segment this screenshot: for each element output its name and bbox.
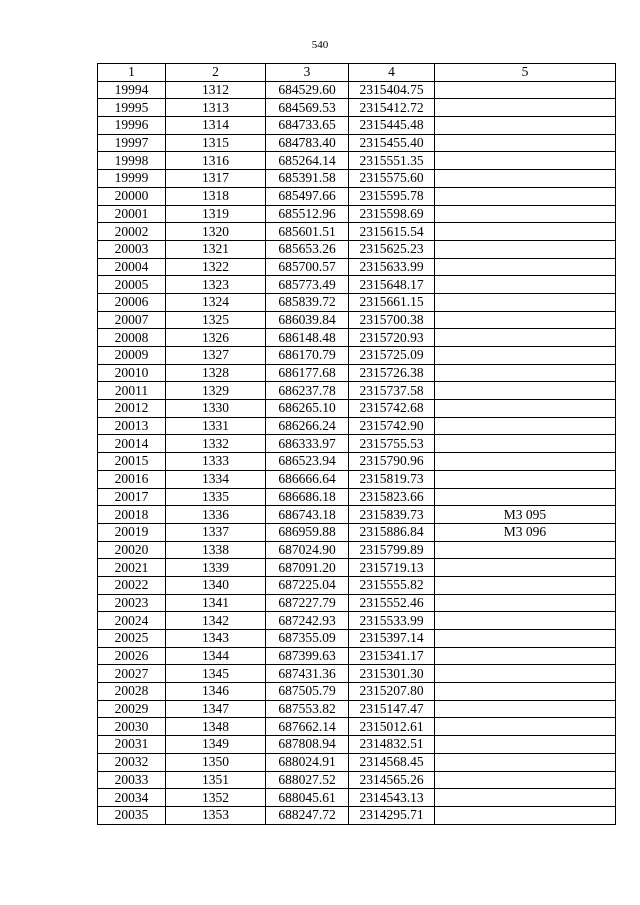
table-row (98, 205, 616, 223)
table-cell (435, 683, 616, 701)
table-row (98, 789, 616, 807)
table-cell: 687091.20 (266, 559, 349, 577)
table-row (98, 117, 616, 135)
table-cell (435, 276, 616, 294)
table-cell: 2315595.78 (349, 187, 435, 205)
table-cell: 1316 (166, 152, 266, 170)
table-cell (435, 311, 616, 329)
table-cell: 20028 (98, 683, 166, 701)
table-cell: 687505.79 (266, 683, 349, 701)
table-cell: 686177.68 (266, 364, 349, 382)
table-row (98, 293, 616, 311)
column-header: 3 (266, 64, 349, 82)
table-cell: 1350 (166, 753, 266, 771)
table-row (98, 152, 616, 170)
table-row (98, 81, 616, 99)
table-cell: 684529.60 (266, 81, 349, 99)
table-cell: 685391.58 (266, 170, 349, 188)
table-cell: 1335 (166, 488, 266, 506)
table-cell: 2315737.58 (349, 382, 435, 400)
table-cell (435, 736, 616, 754)
table-cell: 686039.84 (266, 311, 349, 329)
table-cell (435, 329, 616, 347)
table-cell: 20006 (98, 293, 166, 311)
table-cell: 2315341.17 (349, 647, 435, 665)
table-cell (435, 152, 616, 170)
table-row (98, 700, 616, 718)
table-cell: 1352 (166, 789, 266, 807)
table-cell: 2315720.93 (349, 329, 435, 347)
table-cell: 20031 (98, 736, 166, 754)
table-cell (435, 81, 616, 99)
table-cell: 20016 (98, 470, 166, 488)
table-cell: 20003 (98, 240, 166, 258)
table-cell: 20017 (98, 488, 166, 506)
table-cell: 20034 (98, 789, 166, 807)
table-row (98, 541, 616, 559)
table-cell: 2314832.51 (349, 736, 435, 754)
table-cell (435, 753, 616, 771)
table-cell: 19994 (98, 81, 166, 99)
table-cell: 687355.09 (266, 630, 349, 648)
table-cell: 1324 (166, 293, 266, 311)
table-cell: 20025 (98, 630, 166, 648)
table-cell: 20014 (98, 435, 166, 453)
table-cell (435, 205, 616, 223)
table-cell: М3 095 (435, 506, 616, 524)
table-cell: 2315742.68 (349, 400, 435, 418)
table-row (98, 223, 616, 241)
table-cell: 2315147.47 (349, 700, 435, 718)
table-cell (435, 364, 616, 382)
table-cell: 20000 (98, 187, 166, 205)
table-cell: 19995 (98, 99, 166, 117)
table-row (98, 187, 616, 205)
table-cell: 20001 (98, 205, 166, 223)
table-cell: 1333 (166, 453, 266, 471)
table-cell: 1327 (166, 347, 266, 365)
table-cell: 20035 (98, 806, 166, 824)
table-cell: 685653.26 (266, 240, 349, 258)
table-row (98, 612, 616, 630)
table-row (98, 329, 616, 347)
table-cell (435, 382, 616, 400)
table-cell (435, 347, 616, 365)
table-row (98, 276, 616, 294)
table-cell: 687431.36 (266, 665, 349, 683)
column-header: 2 (166, 64, 266, 82)
table-cell: 685601.51 (266, 223, 349, 241)
table-cell: 2315301.30 (349, 665, 435, 683)
table-row (98, 170, 616, 188)
table-cell: 19996 (98, 117, 166, 135)
table-cell: 1345 (166, 665, 266, 683)
table-cell: 1336 (166, 506, 266, 524)
table-cell: 2315633.99 (349, 258, 435, 276)
table-cell (435, 630, 616, 648)
table-row (98, 736, 616, 754)
table-cell: 1328 (166, 364, 266, 382)
table-row (98, 240, 616, 258)
table-cell: 20033 (98, 771, 166, 789)
table-cell: 2315839.73 (349, 506, 435, 524)
table-cell: 20029 (98, 700, 166, 718)
table-cell: 1319 (166, 205, 266, 223)
table-cell: 685839.72 (266, 293, 349, 311)
table-cell: 687808.94 (266, 736, 349, 754)
table-row (98, 559, 616, 577)
table-cell: 2315533.99 (349, 612, 435, 630)
table-cell: 20010 (98, 364, 166, 382)
table-cell: 687225.04 (266, 576, 349, 594)
table-cell: 2315207.80 (349, 683, 435, 701)
table-cell (435, 99, 616, 117)
table-cell (435, 700, 616, 718)
table-cell: 1342 (166, 612, 266, 630)
table-cell (435, 258, 616, 276)
column-header: 5 (435, 64, 616, 82)
table-cell: 2315755.53 (349, 435, 435, 453)
table-cell: 19998 (98, 152, 166, 170)
table-cell (435, 453, 616, 471)
table-cell (435, 665, 616, 683)
table-cell: 1341 (166, 594, 266, 612)
table-cell (435, 417, 616, 435)
table-cell: 2315455.40 (349, 134, 435, 152)
column-header: 1 (98, 64, 166, 82)
table-cell: 688024.91 (266, 753, 349, 771)
table-cell (435, 400, 616, 418)
table-row (98, 382, 616, 400)
table-cell: 686265.10 (266, 400, 349, 418)
table-row (98, 576, 616, 594)
table-cell: 1317 (166, 170, 266, 188)
table-cell (435, 789, 616, 807)
table-cell: 2315700.38 (349, 311, 435, 329)
table-cell: 686686.18 (266, 488, 349, 506)
table-row (98, 258, 616, 276)
table-cell: 2315012.61 (349, 718, 435, 736)
table-cell: 1330 (166, 400, 266, 418)
table-cell: 686266.24 (266, 417, 349, 435)
table-cell: 1325 (166, 311, 266, 329)
table-cell: 685497.66 (266, 187, 349, 205)
table-cell (435, 771, 616, 789)
table-cell: 1339 (166, 559, 266, 577)
table-cell: 1340 (166, 576, 266, 594)
table-row (98, 771, 616, 789)
table-cell: 688247.72 (266, 806, 349, 824)
table-cell: 20023 (98, 594, 166, 612)
table-cell (435, 293, 616, 311)
table-header-row (98, 64, 616, 82)
table-row (98, 453, 616, 471)
coordinates-table (97, 63, 616, 825)
table-cell: 1312 (166, 81, 266, 99)
table-cell: 686148.48 (266, 329, 349, 347)
table-cell: 1320 (166, 223, 266, 241)
table-cell (435, 187, 616, 205)
table-cell: 20024 (98, 612, 166, 630)
table-cell: 2315615.54 (349, 223, 435, 241)
table-cell: 686170.79 (266, 347, 349, 365)
table-cell: 2315648.17 (349, 276, 435, 294)
table-cell: 1346 (166, 683, 266, 701)
table-row (98, 488, 616, 506)
table-cell: 1323 (166, 276, 266, 294)
table-cell: 684569.53 (266, 99, 349, 117)
table-cell: 19997 (98, 134, 166, 152)
table-cell: 20008 (98, 329, 166, 347)
table-cell: 20012 (98, 400, 166, 418)
table-cell (435, 612, 616, 630)
table-cell: 2315823.66 (349, 488, 435, 506)
table-row (98, 311, 616, 329)
table-cell (435, 117, 616, 135)
table-cell: 2315551.35 (349, 152, 435, 170)
table-cell (435, 647, 616, 665)
page-number: 540 (311, 39, 329, 51)
table-cell: 20018 (98, 506, 166, 524)
table-cell: 687399.63 (266, 647, 349, 665)
table-cell (435, 806, 616, 824)
table-cell: 1351 (166, 771, 266, 789)
table-cell (435, 170, 616, 188)
table-cell: 685773.49 (266, 276, 349, 294)
table-body (98, 81, 616, 824)
table-cell: 1322 (166, 258, 266, 276)
table-row (98, 806, 616, 824)
table-cell: 1334 (166, 470, 266, 488)
table-cell: 2315726.38 (349, 364, 435, 382)
table-cell: 20015 (98, 453, 166, 471)
table-cell: 1321 (166, 240, 266, 258)
table-cell: 687553.82 (266, 700, 349, 718)
table-cell: 20009 (98, 347, 166, 365)
table-cell: 2315819.73 (349, 470, 435, 488)
table-cell: 2314543.13 (349, 789, 435, 807)
table-cell: 2315575.60 (349, 170, 435, 188)
table-cell: 1343 (166, 630, 266, 648)
table-cell: 20026 (98, 647, 166, 665)
table-cell: 2315790.96 (349, 453, 435, 471)
table-cell: 2314565.26 (349, 771, 435, 789)
table-cell: 1318 (166, 187, 266, 205)
table-cell: 2314295.71 (349, 806, 435, 824)
table-cell (435, 559, 616, 577)
table-cell: 686523.94 (266, 453, 349, 471)
table-cell: 684783.40 (266, 134, 349, 152)
table-cell: 1353 (166, 806, 266, 824)
table-row (98, 523, 616, 541)
table-row (98, 364, 616, 382)
table-cell: 20004 (98, 258, 166, 276)
table-cell: 20020 (98, 541, 166, 559)
table-cell: 19999 (98, 170, 166, 188)
table-row (98, 400, 616, 418)
table-cell: 686333.97 (266, 435, 349, 453)
table-cell: 1332 (166, 435, 266, 453)
table-cell: 20022 (98, 576, 166, 594)
table-cell: 20032 (98, 753, 166, 771)
table-cell: 2315719.13 (349, 559, 435, 577)
table-row (98, 594, 616, 612)
table-cell: 2315625.23 (349, 240, 435, 258)
table-cell (435, 134, 616, 152)
table-cell: 2315886.84 (349, 523, 435, 541)
table-cell: 687242.93 (266, 612, 349, 630)
table-cell: 20027 (98, 665, 166, 683)
table-cell: 1349 (166, 736, 266, 754)
table-row (98, 647, 616, 665)
table-cell (435, 240, 616, 258)
table-cell: 686959.88 (266, 523, 349, 541)
table-cell: 688045.61 (266, 789, 349, 807)
table-cell: 1329 (166, 382, 266, 400)
table-cell: 687227.79 (266, 594, 349, 612)
table-cell: 20013 (98, 417, 166, 435)
table-cell: 1315 (166, 134, 266, 152)
table-cell (435, 718, 616, 736)
table-cell: 2315725.09 (349, 347, 435, 365)
table-row (98, 753, 616, 771)
table-row (98, 347, 616, 365)
table-cell: 685512.96 (266, 205, 349, 223)
table-cell (435, 541, 616, 559)
table-cell: 2315445.48 (349, 117, 435, 135)
table-cell: 1338 (166, 541, 266, 559)
table-cell: 686237.78 (266, 382, 349, 400)
table-cell: 20005 (98, 276, 166, 294)
table-cell: 2315598.69 (349, 205, 435, 223)
table-cell: 20019 (98, 523, 166, 541)
table-row (98, 665, 616, 683)
table-row (98, 470, 616, 488)
table-cell: 2315742.90 (349, 417, 435, 435)
table-cell: 20011 (98, 382, 166, 400)
table-cell: 2315552.46 (349, 594, 435, 612)
table-cell (435, 435, 616, 453)
table-row (98, 683, 616, 701)
table-cell (435, 470, 616, 488)
table-row (98, 435, 616, 453)
table-cell: 1344 (166, 647, 266, 665)
table-cell: 20021 (98, 559, 166, 577)
table-cell: 687662.14 (266, 718, 349, 736)
table-row (98, 99, 616, 117)
table-cell: 686666.64 (266, 470, 349, 488)
table-row (98, 630, 616, 648)
table-row (98, 718, 616, 736)
table-cell: 1347 (166, 700, 266, 718)
table-cell: 685700.57 (266, 258, 349, 276)
table-cell: 1337 (166, 523, 266, 541)
column-header: 4 (349, 64, 435, 82)
table-cell: 687024.90 (266, 541, 349, 559)
table-cell: 1326 (166, 329, 266, 347)
table-cell: 2315799.89 (349, 541, 435, 559)
table-cell: 20007 (98, 311, 166, 329)
table-cell: 2315404.75 (349, 81, 435, 99)
table-cell (435, 223, 616, 241)
table-cell: 1348 (166, 718, 266, 736)
table-cell: М3 096 (435, 523, 616, 541)
table-cell: 2314568.45 (349, 753, 435, 771)
table-row (98, 506, 616, 524)
table-cell: 1313 (166, 99, 266, 117)
table-cell: 2315555.82 (349, 576, 435, 594)
table-cell: 684733.65 (266, 117, 349, 135)
table-row (98, 417, 616, 435)
table-cell (435, 576, 616, 594)
table-cell (435, 488, 616, 506)
table-cell: 685264.14 (266, 152, 349, 170)
table-cell: 20002 (98, 223, 166, 241)
table-cell: 2315397.14 (349, 630, 435, 648)
table-cell: 688027.52 (266, 771, 349, 789)
table-cell: 2315412.72 (349, 99, 435, 117)
table-cell: 1331 (166, 417, 266, 435)
table-cell: 2315661.15 (349, 293, 435, 311)
table-cell: 1314 (166, 117, 266, 135)
table-row (98, 134, 616, 152)
table-cell (435, 594, 616, 612)
table-cell: 686743.18 (266, 506, 349, 524)
table-cell: 20030 (98, 718, 166, 736)
